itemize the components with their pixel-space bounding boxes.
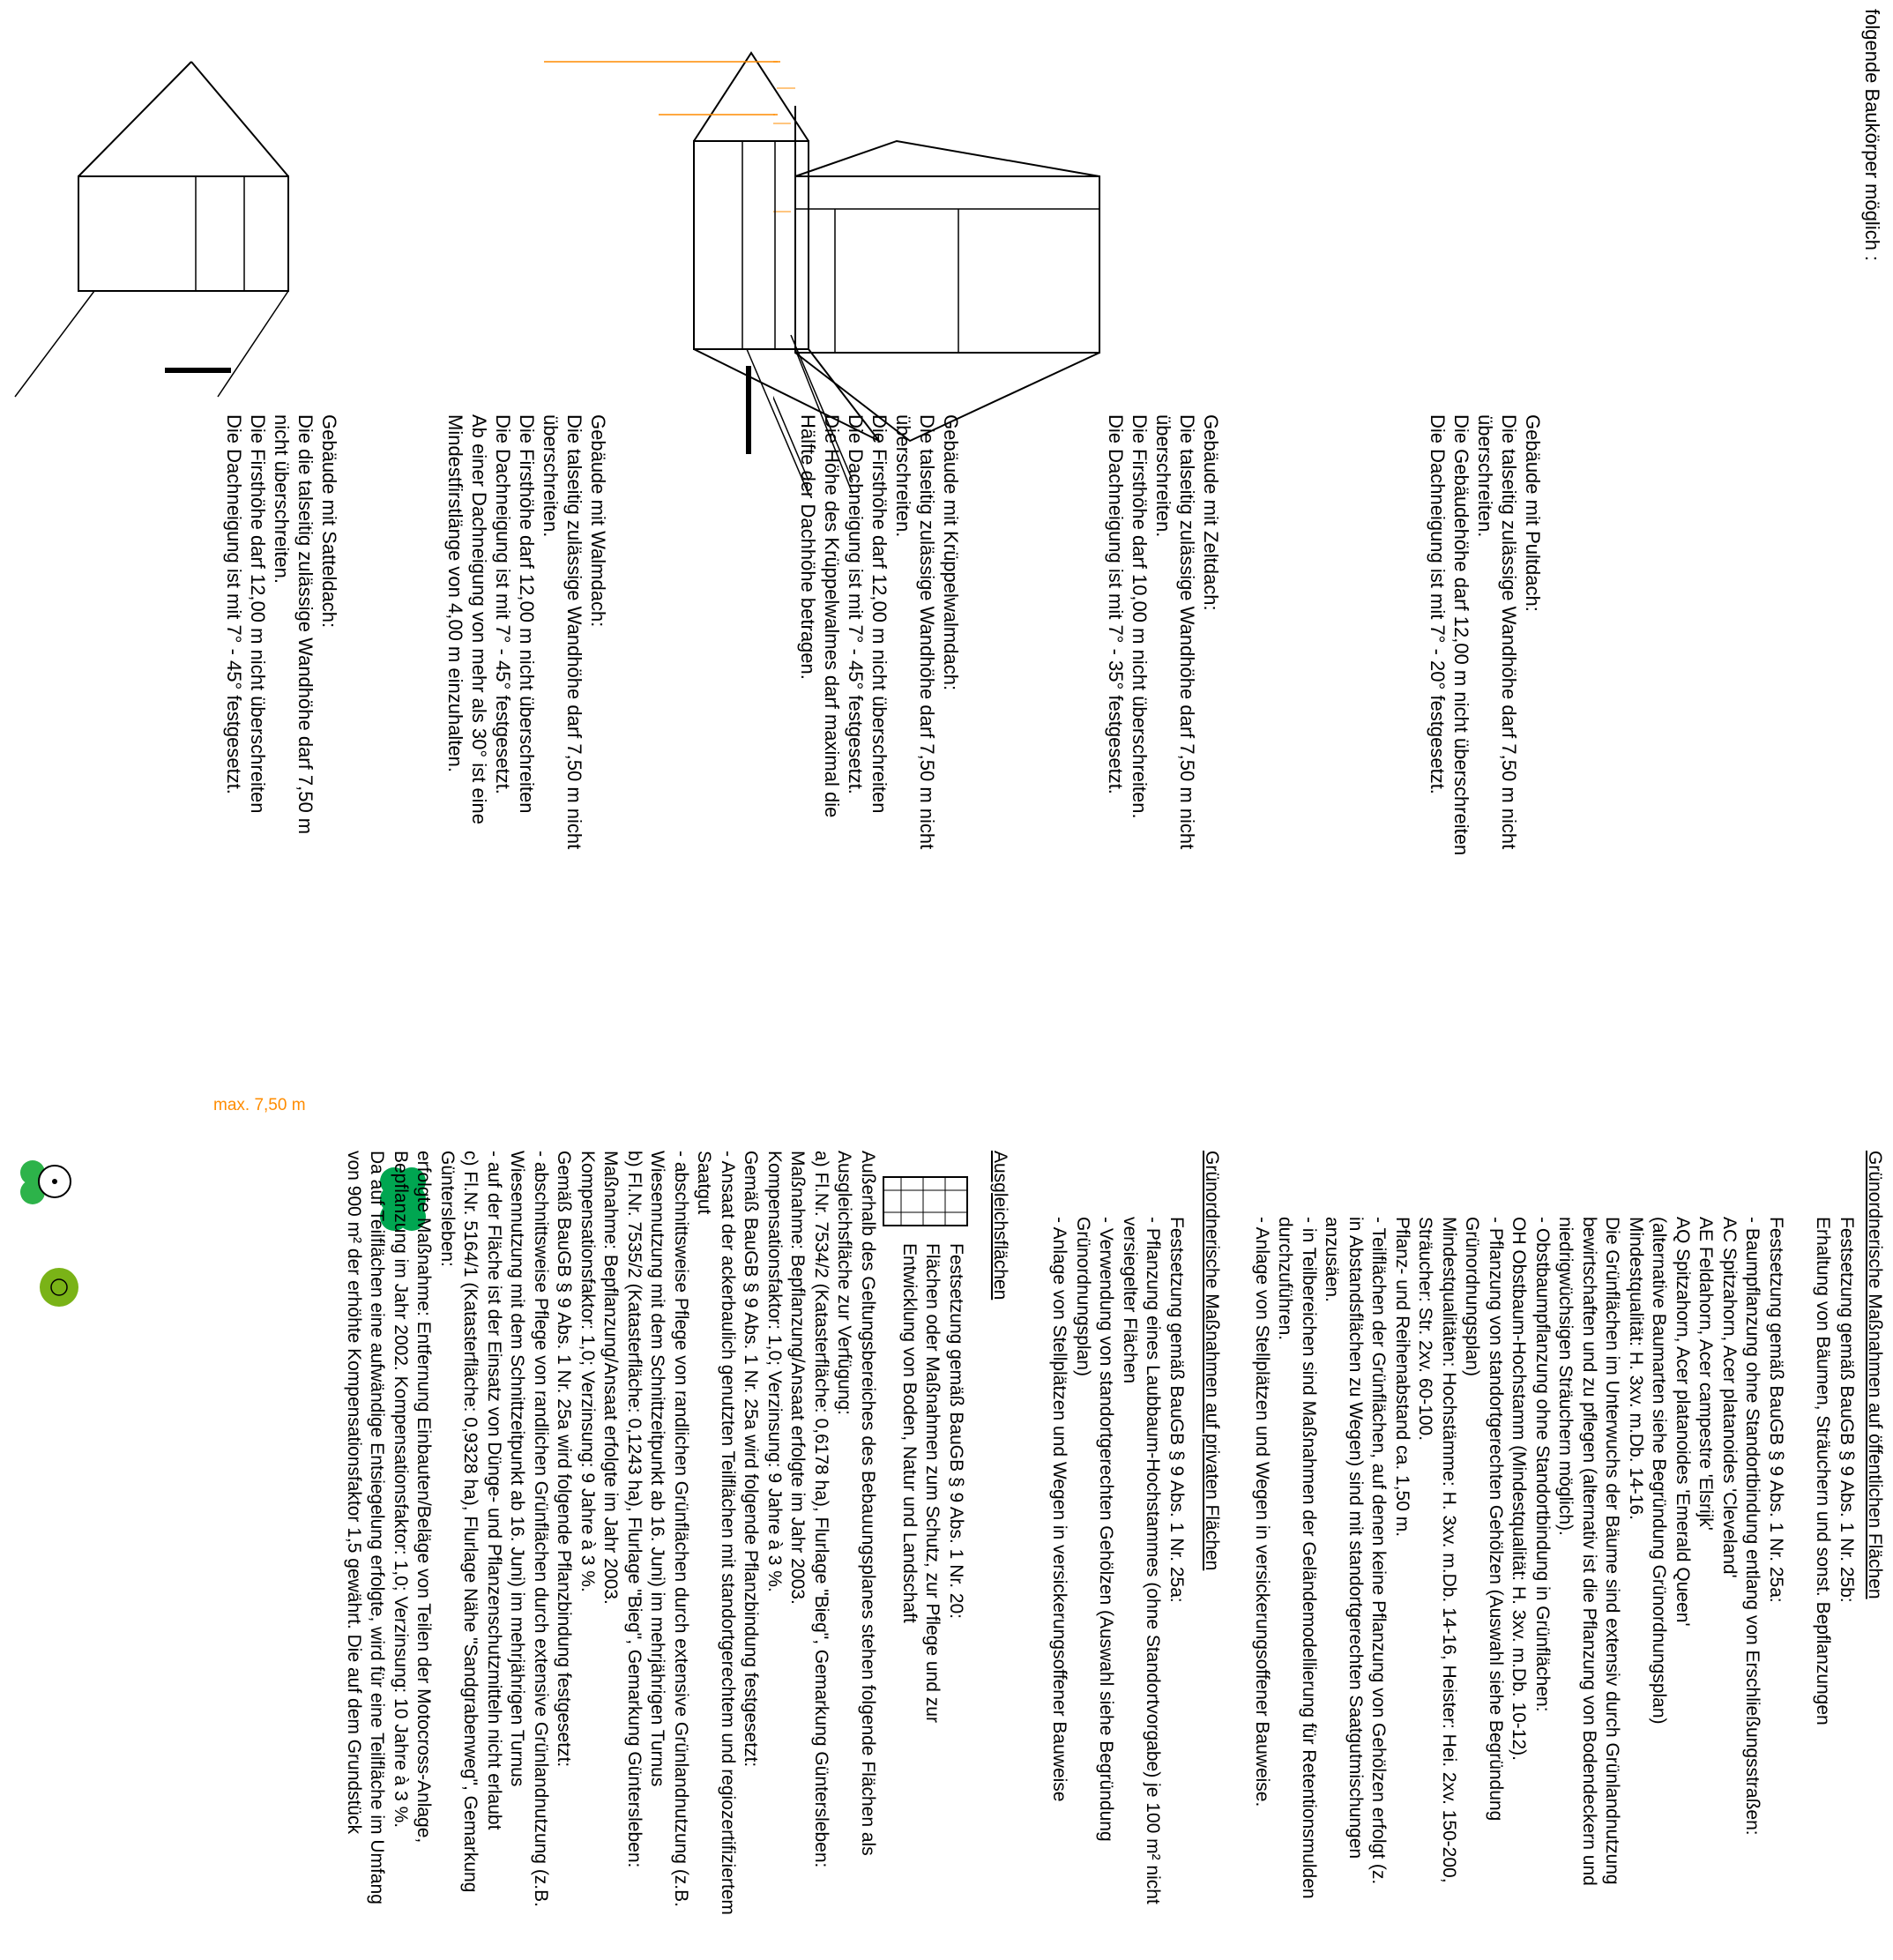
dim-label: max. 7,50 m [213,1096,306,1114]
section-ausgleich: Ausgleichsflächen [990,1151,1010,1300]
roof-diagrams [0,0,1893,414]
caption-pultdach: Gebäude mit Pultdach: Die talseitig zulässige Wandhöhe darf 7,50 m nicht überschreiten. Die Gebäudehöhe darf 12,00 m nicht überschreiten Die Dachneigung ist mit 7° - 20° festgesetzt. [1427,414,1544,856]
oeffentlich-body: Festsetzung gemäß BauGB § 9 Abs. 1 Nr. 25a: - Baumpflanzung ohne Standortbindung entlang von Erschließungsstraßen: AC Spitzahorn, Acer platanoides 'Cleveland' AE Feldahorn, Acer campestre 'Elsrijk' AQ Spitzahorn, Acer platanoides 'Emerald Queen' (alternative Baumarten siehe Begründung Grünordnungsplan) Mindestqualität: H. 3xv. m.Db. 14-16. Die Grünflächen im Unterwuchs der Bäume sind extensiv durch Grünlandnutzung bewirtschaften und zu pflegen (alternativ ist die Pflanzung von Bodendeckern und niedrigwüchsigen Sträuchern möglich). - Obstbaumpflanzung ohne Standortbindung in Grünflächen: OH Obstbaum-Hochstamm (Mindestqualität: H. 3xv. m.Db. 10-12). - Pflanzung von standortgerechten Gehölzen (Auswahl siehe Begründung Grünordnungsplan) Mindestqualitäten: Hochstämme: H. 3xv. m.Db. 14-16, Heister: Hei. 2xv. 150-200, Sträucher: Str. 2xv. 60-100. Pflanz- und Reihenabstand ca. 1,50 m. - Teilflächen der Grünflächen, auf denen keine Pflanzung von Gehölzen erfolgt (z. in Abstandsflächen zu Wegen) sind mit standortgerechten Saatgutmischungen anzusäen. - in Teilbereichen sind Maßnahmen der Geländemodellierung für Retentionsmulden durchzuführen. - Anlage von Stellplätzen und Wegen in versickerungsoffener Bauweise. [1252,1217,1786,1899]
caption-walmdach: Gebäude mit Walmdach: Die talseitig zulässige Wandhöhe darf 7,50 m nicht überschreiten. Die Firsthöhe darf 12,00 m nicht überschreiten Die Dachneigung ist mit 7° - 45° festgesetzt. Ab einer Dachneigung von mehr als 30° ist eine Mindestfirstlänge von 4,00 m einzuhalten. [444,414,609,850]
caption-satteldach: Gebäude mit Satteldach: Die die talseitig zulässige Wandhöhe darf 7,50 m nicht überschreiten. Die Firsthöhe darf 12,00 m nicht überschreiten Die Dachneigung ist mit 7° - 45° festgesetzt. [223,414,340,835]
tree-existing-symbol [20,1160,71,1204]
privat-body: Festsetzung gemäß BauGB § 9 Abs. 1 Nr. 25a: - Pflanzung eines Laubbaum-Hochstammes (ohne Standortvorgabe) je 100 m² nicht versiegelter Flächen - Verwendung von standortgerechten Gehölzen (Auswahl siehe Begründung Grünordnungsplan) - Anlage von Stellplätzen und Wegen in versickerungsoffener Bauweise [1049,1217,1187,1904]
caption-zeltdach: Gebäude mit Zeltdach: Die talseitig zulässige Wandhöhe darf 7,50 m nicht überschreiten. Die Firsthöhe darf 10,00 m nicht überschreiten. Die Dachneigung ist mit 7° - 35° festgesetzt. [1105,414,1222,850]
diagram-1-satteldach [15,62,288,397]
ausgleich-legend-symbol [875,1173,972,1234]
ausgleich-legend: Festsetzung gemäß BauGB § 9 Abs. 1 Nr. 20: Flächen oder Maßnahmen zum Schutz, zur Pflege und zur Entwicklung von Boden, Natur und Landschaft [899,1243,966,1723]
legend-25b: Festsetzung gemäß BauGB § 9 Abs. 1 Nr. 25b: Erhaltung von Bäumen, Sträuchern und sonst. Bepflanzungen [1813,1217,1857,1725]
section-privat: Grünordnerische Maßnahmen auf privaten Flächen [1202,1151,1222,1571]
tree-planned-symbol [40,1268,78,1307]
ausgleich-body: Außerhalb des Geltungsbereiches des Bebauungsplanes stehen folgende Flächen als Ausgleichsfläche zur Verfügung: a) Fl.Nr. 7534/2 (Katasterfläche: 0,6178 ha), Flurlage "Bieg", Gemarkung Güntersleben: Maßnahme: Bepflanzung/Ansaat erfolgte im Jahr 2003. Kompensationsfaktor: 1,0; Verzinsung: 9 Jahre à 3 %. Gemäß BauGB § 9 Abs. 1 Nr. 25a wird folgende Pflanzbindung festgesetzt: - Ansaat der ackerbaulich genutzten Teilflächen mit standortgerechtem und regiozertifiziertem Saatgut - abschnittsweise Pflege von randlichen Grünflächen durch extensive Grünlandnutzung (z.B. Wiesennutzung mit dem Schnittzeitpunkt ab 16. Juni) im mehrjährigen Turnus b) Fl.Nr. 7535/2 (Katasterfläche: 0,1243 ha), Flurlage "Bieg", Gemarkung Güntersleben: Maßnahme: Bepflanzung/Ansaat erfolgte im Jahr 2003. Kompensationsfaktor: 1,0; Verzinsung: 9 Jahre à 3 %. Gemäß BauGB § 9 Abs. 1 Nr. 25a wird folgende Pflanzbindung festgesetzt: - abschnittsweise Pflege von randlichen Grünflächen durch extensive Grünlandnutzung (z.B. Wiesennutzung mit dem Schnittzeitpunkt ab 16. Juni) im mehrjährigen Turnus - auf der Fläche ist der Einsatz von Dünge- und Pflanzenschutzmitteln nicht erlaubt c) Fl.Nr. 5164/1 (Katasterfläche: 0,9328 ha), Flurlage Nähe "Sandgrabenweg", Gemarkung Güntersleben: erfolgte Maßnahme: Entfernung Einbauten/Beläge von Teilen der Motocross-Anlage, Bepflanzung im Jahr 2002. Kompensationsfaktor: 1,0; Verzinsung: 10 Jahre à 3 %. Da auf Teilflächen eine aufwändige Entsiegelung erfolgte, wird für eine Teilfläche im Umfang von 900 m² der erhöhte Kompensationsfaktor 1,5 gewährt. Die auf dem Grundstück [344,1151,878,1915]
section-oeffentlich: Grünordnerische Maßnahmen auf öffentlichen Flächen [1865,1151,1885,1599]
caption-kruppelwalmdach: Gebäude mit Krüppelwalmdach: Die talseitig zulässige Wandhöhe darf 7,50 m nicht überschreiten. Die Firsthöhe darf 12,00 m nicht überschreiten Die Dachneigung ist mit 7° - 45° festgesetzt. Die Höhe des Krüppelwalmes darf maximal die Hälfte der Dachhöhe betragen. [797,414,962,850]
intro-text: folgende Baukörper möglich : [1861,9,1883,262]
